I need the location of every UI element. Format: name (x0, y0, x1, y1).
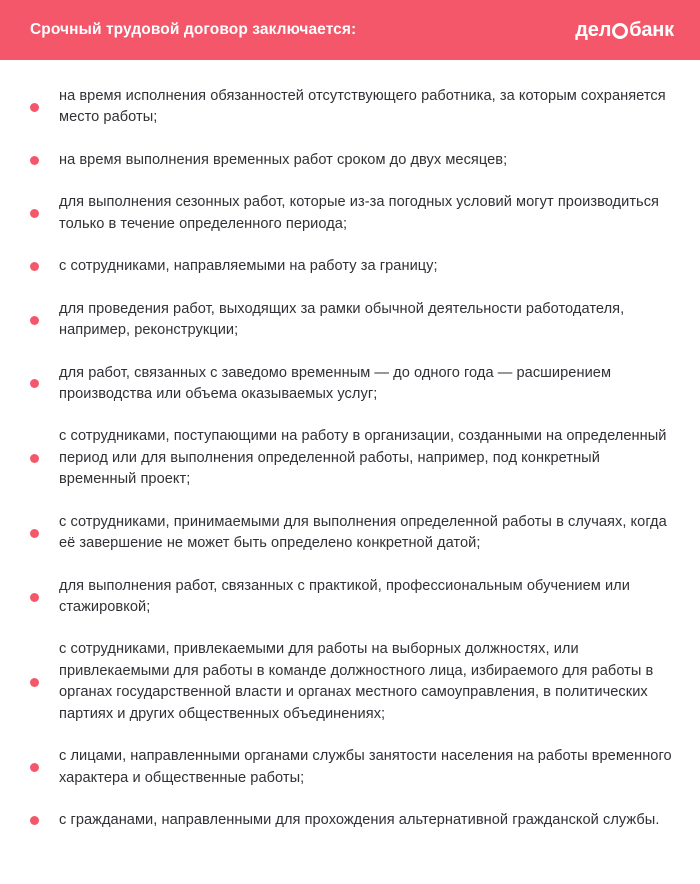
bullet-icon (30, 103, 39, 112)
bullet-icon (30, 593, 39, 602)
list-item (30, 810, 672, 831)
bullet-icon (30, 816, 39, 825)
bullet-icon (30, 763, 39, 772)
card-header (0, 0, 700, 60)
list-item-text: с сотрудниками, поступающими на работу в организации, созданными на определенный период или для выполнения определенной работы, например, под конкретный временный проект; (59, 428, 667, 488)
bullet-icon (30, 262, 39, 271)
bullet-icon (30, 209, 39, 218)
o-ring-icon (612, 23, 628, 39)
list-item-text: для выполнения сезонных работ, которые из-за погодных условий могут производиться только в течение определенного периода; (59, 194, 660, 232)
bullet-icon (30, 454, 39, 463)
logo-text-post: банк (629, 19, 674, 41)
list-item (30, 576, 672, 619)
list-item-text: с сотрудниками, принимаемыми для выполнения определенной работы в случаях, когда её завершение не может быть определено конкретной датой; (59, 513, 667, 552)
list-item-text: для выполнения работ, связанных с практикой, профессиональным обучением или стажировкой; (59, 577, 630, 615)
list-item-text: для работ, связанных с заведомо временным — до одного года — расширением производства или объема оказываемых услуг; (59, 364, 612, 402)
list-item-text: на время исполнения обязанностей отсутствующего работника, за которым сохраняется место работы; (59, 88, 666, 126)
list-item (30, 256, 672, 277)
logo-text-pre: дел (575, 19, 612, 41)
list-item-text: с лицами, направленными органами службы занятости населения на работы временного характера и общественные работы; (59, 748, 672, 786)
bullet-icon (30, 529, 39, 538)
list-item-text: с гражданами, направленными для прохождения альтернативной гражданской службы. (59, 812, 660, 829)
card-content (0, 60, 700, 884)
list-item-text: с сотрудниками, направляемыми на работу за границу; (59, 258, 438, 275)
bullet-icon (30, 156, 39, 165)
bullet-icon (30, 678, 39, 687)
contract-conditions-list (30, 86, 672, 832)
bullet-icon (30, 316, 39, 325)
list-item (30, 150, 672, 171)
delobank-logo (575, 20, 674, 40)
list-item (30, 639, 672, 725)
list-item-text: на время выполнения временных работ сроком до двух месяцев; (59, 151, 508, 168)
page-title: Срочный трудовой договор заключается: (30, 21, 357, 38)
list-item (30, 512, 672, 555)
list-item (30, 746, 672, 789)
list-item (30, 426, 672, 490)
list-item (30, 299, 672, 342)
list-item (30, 363, 672, 406)
list-item (30, 192, 672, 235)
bullet-icon (30, 379, 39, 388)
list-item-text: с сотрудниками, привлекаемыми для работы на выборных должностях, или привлекаемыми для работы в команде должностного лица, избираемого для работы в органах государственной власти и органах местного самоуправления, в политических партиях и других общественных объединениях; (59, 641, 654, 722)
list-item-text: для проведения работ, выходящих за рамки обычной деятельности работодателя, например, реконструкции; (59, 300, 625, 339)
list-item (30, 86, 672, 129)
